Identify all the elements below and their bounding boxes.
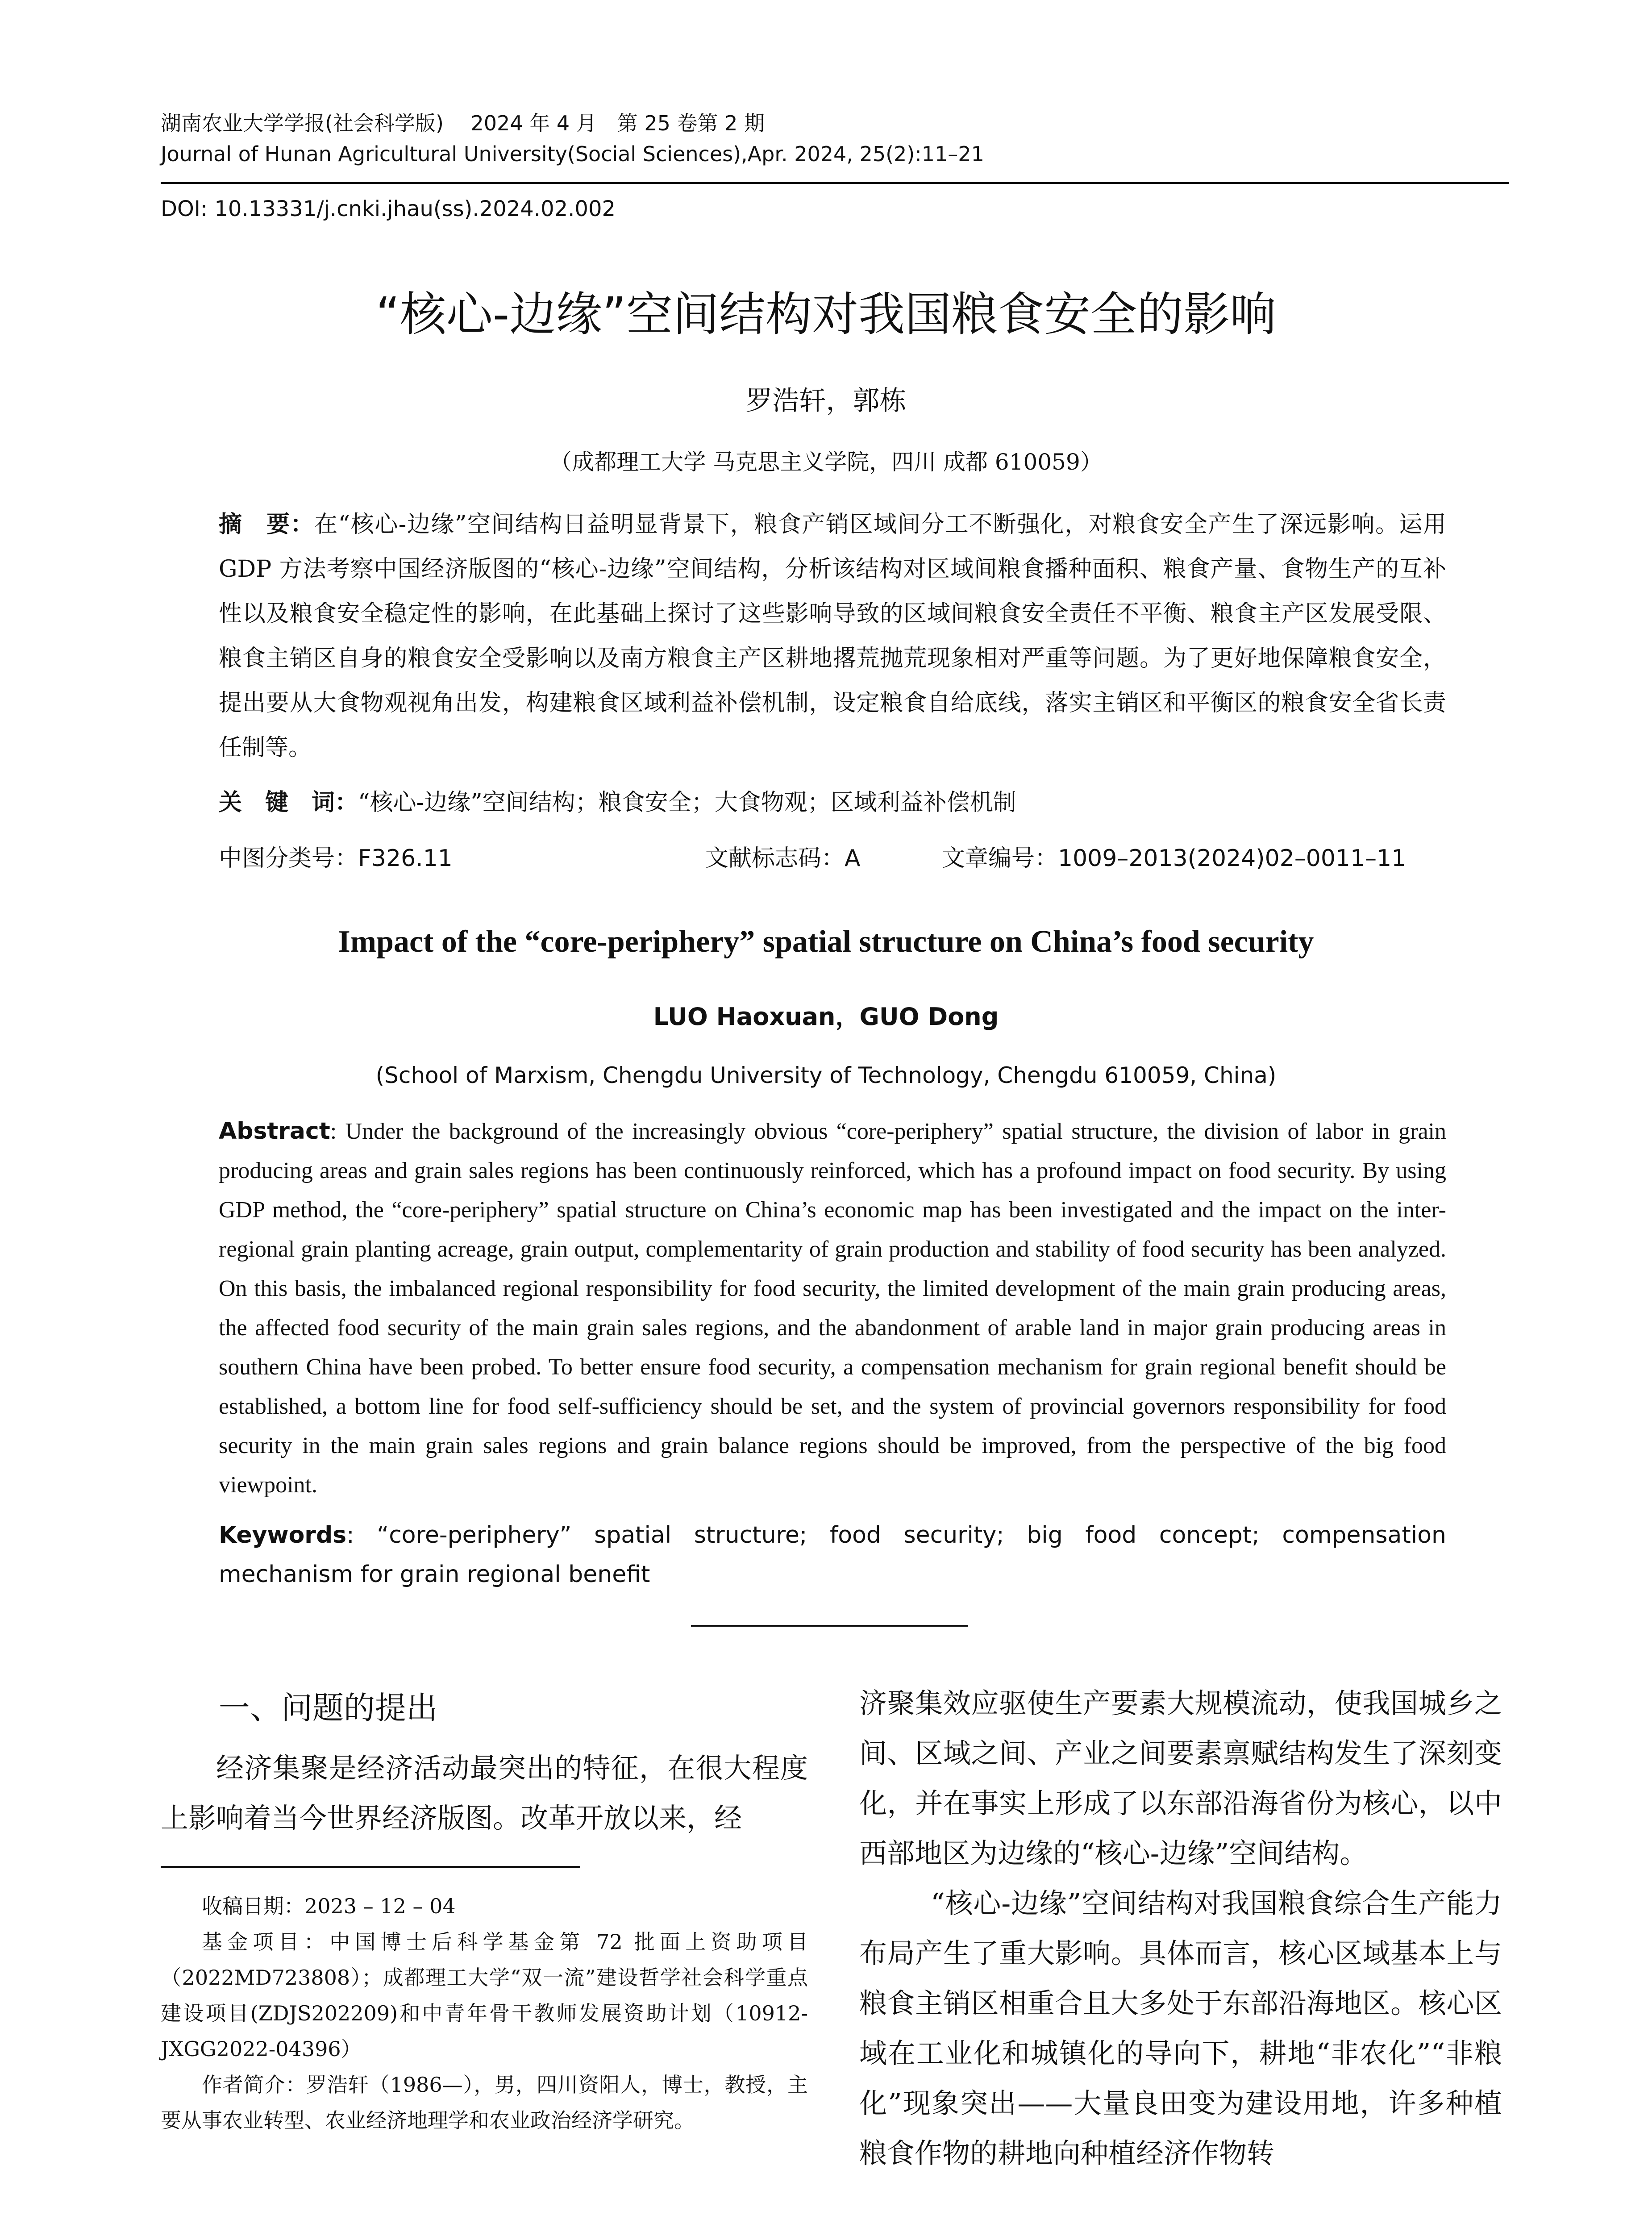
body-right-column xyxy=(859,1678,1502,2178)
header-divider xyxy=(161,182,1509,184)
abstract-cn-text: 在“核心-边缘”空间结构日益明显背景下，粮食产销区域间分工不断强化，对粮食安全产生了深远影响。运用 GDP 方法考察中国经济版图的“核心-边缘”空间结构，分析该结构对区域间粮食播种面积、粮食产量、食物生产的互补性以及粮食安全稳定性的影响，在此基础上探讨了这些影响导致的区域间粮食安全责任不平衡、粮食主产区发展受限、粮食主销区自身的粮食安全受影响以及南方粮食主产区耕地撂荒抛荒现象相对严重等问题。为了更好地保障粮食安全，提出要从大食物观视角出发，构建粮食区域利益补偿机制，设定粮食自给底线，落实主销区和平衡区的粮食安全省长责任制等。 xyxy=(219,511,1446,761)
footnote-fund: 基金项目：中国博士后科学基金第 72 批面上资助项目（2022MD723808）；成都理工大学“双一流”建设哲学社会科学重点建设项目(ZDJS202209)和中青年骨干教师发展资助计划（10912-JXGG2022-04396） xyxy=(161,1930,808,2061)
abstract-en-text: : Under the background of the increasingly obvious “core-periphery” spatial structure, the division of labor in grain producing areas and grain sales regions has been continuously reinforced, which has a profound impact on food security. By using GDP method, the “core-periphery” spatial structure on China’s economic map has been investigated and the impact on the inter-regional grain planting acreage, grain output, complementarity of grain production and stability of food security has been analyzed. On this basis, the imbalanced regional responsibility for food security, the limited development of the main grain producing areas, the affected food security of the main grain sales regions, and the abandonment of arable land in major grain producing areas in southern China have been probed. To better ensure food security, a compensation mechanism for grain regional benefit should be established, a bottom line for food self-sufficiency should be set, and the system of provincial governors responsibility for food security in the main grain sales regions and grain balance regions should be improved, from the perspective of the big food viewpoint. xyxy=(219,1119,1446,1498)
authors-cn: 罗浩轩，郭栋 xyxy=(745,385,907,416)
footnotes xyxy=(161,1888,808,2138)
keywords-cn xyxy=(219,783,1446,817)
article-title-cn: “核心-边缘”空间结构对我国粮食安全的影响 xyxy=(375,287,1277,341)
footnote-author: 作者简介：罗浩轩（1986—），男，四川资阳人，博士，教授，主要从事农业转型、农业经济地理学和农业政治经济学研究。 xyxy=(161,2073,808,2132)
document-code: 文献标志码：A xyxy=(705,845,861,872)
keywords-cn-text: “核心-边缘”空间结构；粮食安全；大食物观；区域利益补偿机制 xyxy=(358,789,1016,816)
journal-header-cn: 湖南农业大学学报(社会科学版) 2024 年 4 月 第 25 卷第 2 期 xyxy=(161,111,765,135)
keywords-cn-label: 关 键 词： xyxy=(219,789,358,816)
clc-number: 中图分类号：F326.11 xyxy=(219,845,453,872)
footnote-divider xyxy=(161,1866,580,1868)
journal-header-en: Journal of Hunan Agricultural University(Social Sciences),Apr. 2024, 25(2):11–21 xyxy=(161,142,984,166)
doi: DOI: 10.13331/j.cnki.jhau(ss).2024.02.002 xyxy=(161,196,616,221)
keywords-en-text: : “core-periphery” spatial structure; food security; big food concept; compensation mechanism for grain regional benefit xyxy=(219,1522,1446,1588)
section-heading: 一、问题的提出 xyxy=(219,1690,437,1726)
footnote-received: 收稿日期：2023 – 12 – 04 xyxy=(202,1894,456,1918)
section-divider xyxy=(691,1625,968,1627)
abstract-cn xyxy=(219,502,1446,770)
keywords-en xyxy=(219,1516,1446,1594)
keywords-en-label: Keywords xyxy=(219,1522,347,1549)
body-paragraph-right-1: 济聚集效应驱使生产要素大规模流动，使我国城乡之间、区域之间、产业之间要素禀赋结构发生了深刻变化，并在事实上形成了以东部沿海省份为核心，以中西部地区为边缘的“核心-边缘”空间结构。 xyxy=(859,1687,1502,1870)
authors-en: LUO Haoxuan，GUO Dong xyxy=(653,1003,999,1031)
abstract-en xyxy=(219,1112,1446,1505)
article-number: 文章编号：1009–2013(2024)02–0011–11 xyxy=(942,845,1406,872)
article-title-en: Impact of the “core-periphery” spatial structure on China’s food security xyxy=(338,924,1314,959)
affiliation-en: (School of Marxism, Chengdu University of Technology, Chengdu 610059, China) xyxy=(375,1062,1277,1088)
abstract-cn-label: 摘 要： xyxy=(219,511,315,538)
body-paragraph-left: 经济集聚是经济活动最突出的特征，在很大程度上影响着当今世界经济版图。改革开放以来，经 xyxy=(161,1752,808,1834)
affiliation-cn: （成都理工大学 马克思主义学院，四川 成都 610059） xyxy=(549,449,1103,475)
abstract-en-label: Abstract xyxy=(219,1118,330,1145)
body-paragraph-right-2: “核心-边缘”空间结构对我国粮食综合生产能力布局产生了重大影响。具体而言，核心区域基本上与粮食主销区相重合且大多处于东部沿海地区。核心区域在工业化和城镇化的导向下，耕地“非农化”“非粮化”现象突出——大量良田变为建设用地，许多种植粮食作物的耕地向种植经济作物转 xyxy=(859,1887,1502,2170)
